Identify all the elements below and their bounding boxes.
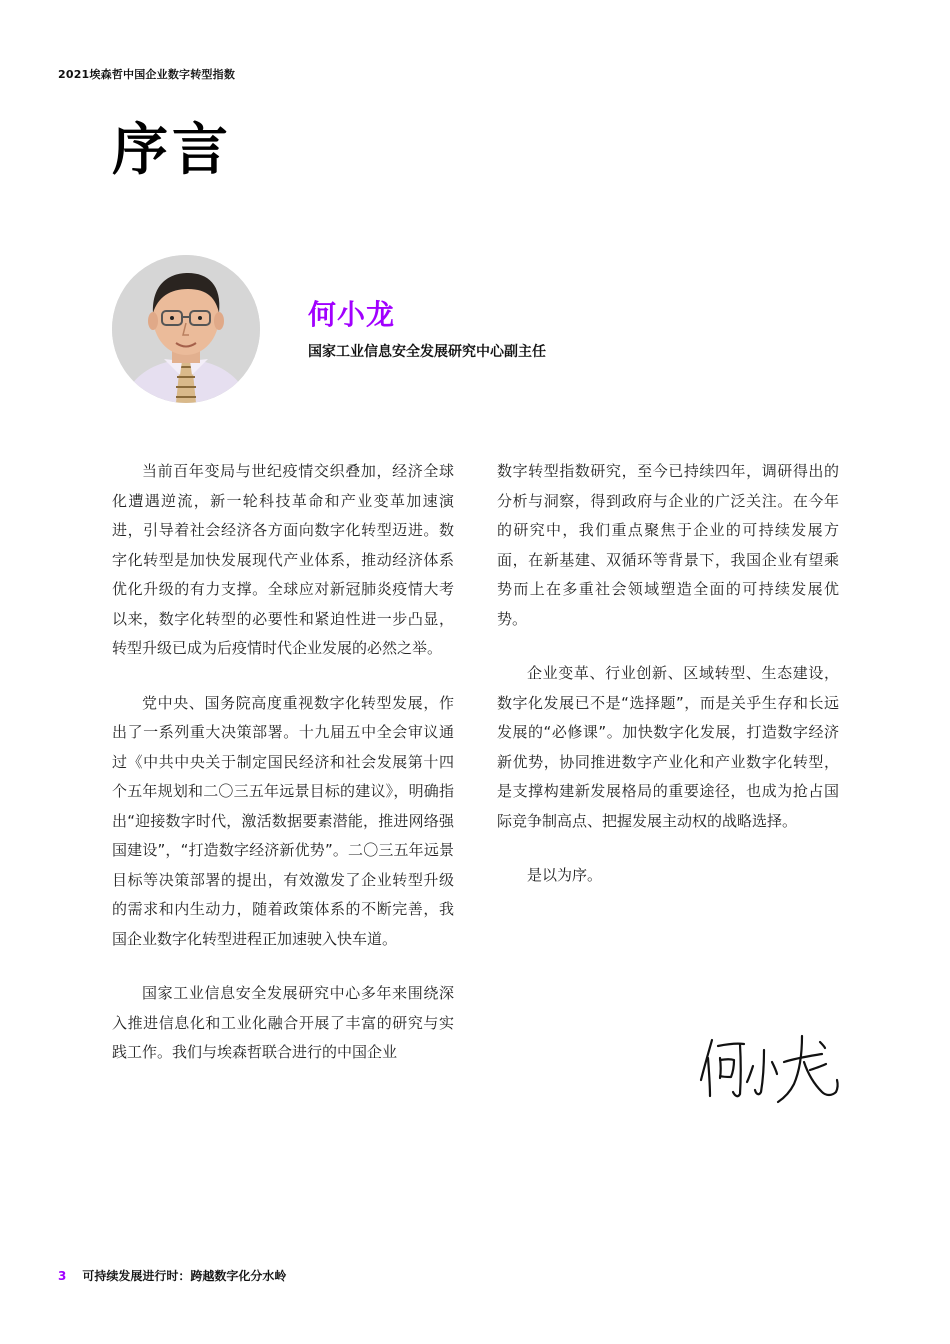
paragraph: 党中央、国务院高度重视数字化转型发展，作出了一系列重大决策部署。十九届五中全会审议通过《中共中央关于制定国民经济和社会发展第十四个五年规划和二〇三五年远景目标的建议》，明确指出“迎接数字时代，激活数据要素潜能，推进网络强国建设”，“打造数字经济新优势”。二〇三五年远景目标等决策部署的提出，有效激发了企业转型升级的需求和内生动力，随着政策体系的不断完善，我国企业数字化转型进程正加速驶入快车道。 [112,693,454,948]
page-number: 3 [58,1269,67,1283]
publication-title: 可持续发展进行时：跨越数字化分水岭 [82,1269,287,1283]
author-position: 国家工业信息安全发展研究中心副主任 [308,344,546,360]
page-footer [58,1267,286,1284]
paragraph: 是以为序。 [527,866,603,884]
paragraph: 企业变革、行业创新、区域转型、生态建设，数字化发展已不是“选择题”，而是关乎生存和长远发展的“必修课”。加快数字化发展，打造数字经济新优势，协同推进数字产业化和产业数字化转型，是支撑构建新发展格局的重要途径，也成为抢占国际竞争制高点、把握发展主动权的战略选择。 [497,664,839,830]
running-header: 2021埃森哲中国企业数字转型指数 [58,68,236,81]
handwritten-signature [698,1022,843,1107]
paragraph: 当前百年变局与世纪疫情交织叠加，经济全球化遭遇逆流，新一轮科技革命和产业变革加速演进，引导着社会经济各方面向数字化转型迈进。数字化转型是加快发展现代产业体系，推动经济体系优化升级的有力支撑。全球应对新冠肺炎疫情大考以来，数字化转型的必要性和紧迫性进一步凸显，转型升级已成为后疫情时代企业发展的必然之举。 [112,462,454,657]
paragraph: 国家工业信息安全发展研究中心多年来围绕深入推进信息化和工业化融合开展了丰富的研究与实践工作。我们与埃森哲联合进行的中国企业 [112,984,454,1061]
author-name: 何小龙 [308,298,396,331]
page-title: 序言 [112,118,232,183]
body-left-column [112,457,454,1093]
author-portrait [112,255,260,403]
paragraph: 数字转型指数研究，至今已持续四年，调研得出的分析与洞察，得到政府与企业的广泛关注。在今年的研究中，我们重点聚焦于企业的可持续发展方面，在新基建、双循环等背景下，我国企业有望乘势而上在多重社会领域塑造全面的可持续发展优势。 [497,462,839,628]
body-right-column [497,457,839,916]
